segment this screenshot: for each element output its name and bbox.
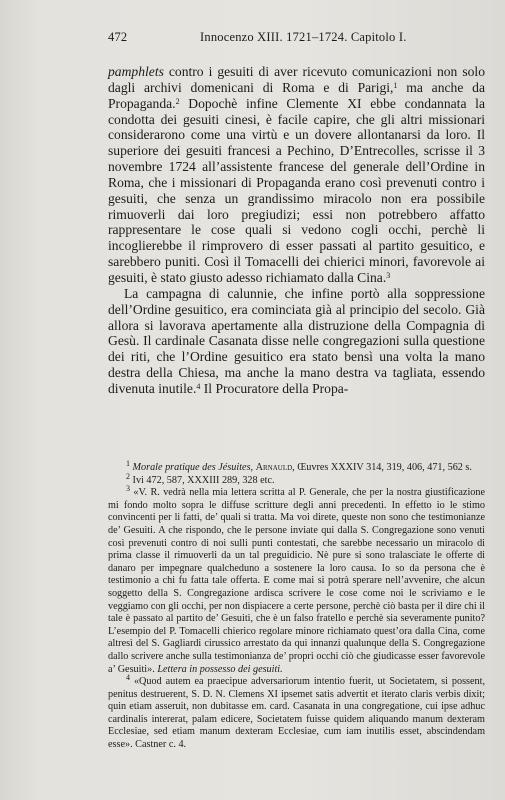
running-title: Innocenzo XIII. 1721–1724. Capitolo I.: [200, 30, 407, 44]
footnote-3-source: Lettera in possesso dei gesuiti.: [154, 663, 283, 675]
footnote-1-text: Œuvres XXXIV 314, 319, 406, 471, 562 s.: [294, 462, 472, 473]
footnote-ref-1: 1: [393, 80, 398, 90]
footnote-4-source: Castner c. 4.: [132, 739, 187, 751]
footnote-4: [108, 673, 485, 752]
footnote-3: [108, 484, 485, 676]
paragraph-2-text-b: Il Procuratore della Propa-: [200, 380, 349, 396]
paragraph-1: [108, 64, 485, 286]
footnote-ref-4: 4: [196, 381, 201, 391]
footnotes: [108, 459, 485, 752]
paragraph-1-text-a: contro i gesuiti di aver ricevuto comunicazioni non solo dagli archivi domenicani di Roma e di Parigi,: [108, 64, 485, 95]
footnote-2-mark: 2: [126, 471, 130, 481]
footnote-ref-3: 3: [386, 270, 391, 280]
footnote-1: [108, 459, 485, 475]
paragraph-2: [108, 286, 485, 397]
paragraph-1-text-c: Dopochè infine Clemente XI ebbe condannata la condotta dei gesuiti cinesi, è facile capire, che gli altri missionari considerarono come una virtù e un dovere allontanarsi da loro. Il superiore dei gesuiti francesi a Pechino, D’Entrecolles, scrisse il 3 novembre 1724 all’assistente francese del generale dell’Ordine in Roma, che i missionari di Propaganda erano così prevenuti contro i gesuiti, che senza un grandissimo miracolo non era possibile rimuoverli dai loro pregiudizi; essi non potrebbero affatto rappresentare le cose quali si vedono cogli occhi, perchè li incoglierebbe il rimprovero di esser passati al partito gesuitico, e sarebbero puniti. Così il Tomacelli dei chierici minori, favorevole ai gesuiti, è stato giusto adesso richiamato dalla Cina.: [108, 95, 485, 285]
page-number: 472: [108, 30, 128, 44]
footnote-3-text: «V. R. vedrà nella mia lettera scritta al P. Generale, che per la nostra giustificazione mi fondo molto sopra le diffuse scritture degli anni precedenti. In effetto io le stimo convincenti per li fatti, de’ quali si tratta. Ma voi direte, queste non sono che testimonianze de’ Gesuiti. A che rispondo, che le persone inviate qui dalla S. Congregazione sono venuti così prevenuti contro di noi sulli punti contestati, che sarebbe necessario un miracolo di prima classe il rimuoverli da un tal preguidicio. Nè pure si sono tralasciate le offerte di danaro per impegnare qualcheduno a sostenere la loro causa. Io so da persona che è testimonio a chi fu fatta tale offerta. E come mai si potrà sperare nell’avvenire, che alcun soggetto della S. Congregazione ardisca scrivere le cose come noi le scriviamo e le veggiamo con gli occhi, per non dispiacere a certe persone, perchè ciò basta per il dire chi il tale è passato al partito de’ Gesuiti, che è un falso fratello e perchè sia severamente punito? L’esempio del P. Tomacelli chierico regolare minore richiamato quest’ora dalla Cina, come altresì del S. Gagliardi cirussico arrestato da qui innanzi qualunque della S. Congregazione dallo scrivere anche sulla testimonianza de’ propri occhi ciò che giudicasse esser favorevole a’ Gesuiti».: [108, 487, 485, 675]
italic-word: pamphlets: [108, 64, 164, 79]
footnote-4-mark: 4: [126, 673, 130, 683]
footnote-1-mark: 1: [126, 459, 130, 468]
footnote-ref-2: 2: [175, 96, 180, 106]
paragraph-1-text-b: ma anche da Propaganda.: [108, 79, 486, 111]
footnote-4-text: «Quod autem ea praecipue adversariorum intentio fuerit, ut Societatem, si possent, penitus destruerent, S. D. N. Clemens XI ipsemet satis advertit et iterato claris verbis dixit; quin etiam asseruit, non dubitasse em. card. Casanata in una congregatione, cui ipse adhuc cardinalis intererat, palam edicere, Societatem fuisse quidem aliquando manum dexteram Ecclesiae, sed etiam manum dexteram Ecclesiae, cum iam inutilis esset, abscindendam esse».: [108, 676, 485, 751]
main-text: [108, 64, 485, 397]
footnote-1-title: Morale pratique des Jésuites,: [132, 462, 254, 473]
footnote-3-mark: 3: [126, 484, 130, 494]
footnote-2-text: Ivi 472, 587, XXXIII 289, 328 etc.: [130, 474, 275, 486]
paragraph-2-text-a: La campagna di calunnie, che infine portò alla soppressione dell’Ordine gesuitico, era cominciata già al principio del secolo. Già allora si lavorava apertamente alla distruzione della Compagnia di Gesù. Il cardinale Casanata disse nelle congregazioni sulla questione dei riti, che l’Ordine gesuitico era stato bensì una volta la mano destra della Chiesa, ma anche la mano destra va tagliata, essendo divenuta inutile.: [108, 285, 485, 396]
footnote-1-author: Arnauld,: [255, 462, 295, 473]
footnote-2: [108, 471, 485, 488]
